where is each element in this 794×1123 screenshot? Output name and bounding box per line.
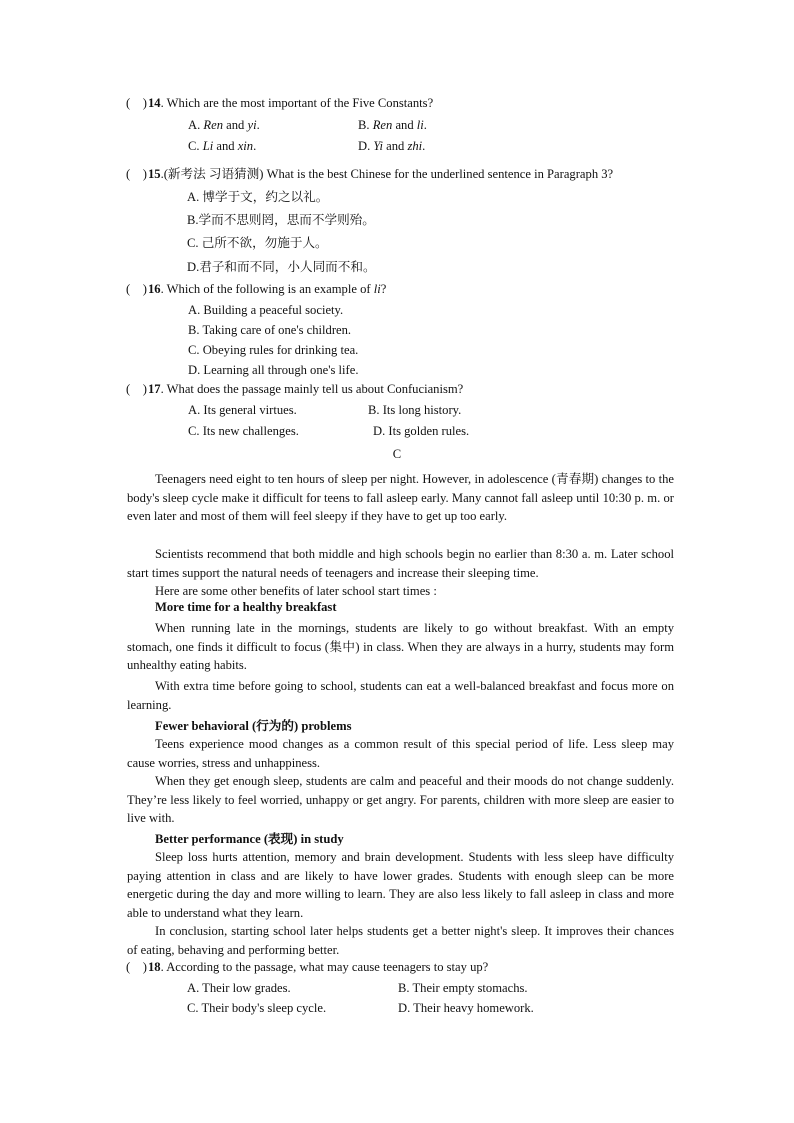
option-a: A. Its general virtues. [188, 403, 297, 417]
passage-paragraph: When running late in the mornings, students are likely to go without breakfast. With an empty stomach, one finds it difficult to focus (集中) in class. When they are always in a hurry, students may form unhealthy eating habits. [127, 621, 674, 673]
question-text: . Which of the following is an example of li? [160, 282, 387, 296]
question-text: . What does the passage mainly tell us about Confucianism? [160, 382, 464, 396]
question-text: .(新考法 习语猜测) What is the best Chinese for the underlined sentence in Paragraph 3? [160, 167, 614, 181]
passage-paragraph: Scientists recommend that both middle and high schools begin no earlier than 8:30 a. m. Later school start times support the natural needs of teenagers and increase their sleeping time. [127, 547, 674, 580]
option-a: A. 博学于文，约之以礼。 [187, 190, 329, 204]
option-a: A. Ren and yi. [188, 118, 260, 132]
passage-paragraph: Sleep loss hurts attention, memory and brain development. Students with less sleep have difficulty paying attention in class and are likely to have lower grades. Students with enough sleep can be more energetic during the day and more willing to learn. They are also less likely to fall asleep in class and more able to understand what they learn. [127, 850, 674, 920]
option-b: B. Their empty stomachs. [398, 981, 528, 995]
question-16 [126, 282, 386, 297]
section-heading: More time for a healthy breakfast [155, 600, 337, 614]
option-d: D. Their heavy homework. [398, 1001, 534, 1015]
answer-blank[interactable]: ( ) [126, 382, 147, 396]
question-number: 16 [148, 282, 161, 296]
passage-paragraph: Teens experience mood changes as a common result of this special period of life. Less sleep may cause worries, stress and unhappiness. [127, 737, 674, 770]
passage-paragraph: When they get enough sleep, students are calm and peaceful and their moods do not change suddenly. They’re less likely to feel worried, unhappy or get angry. For parents, children with more sleep are easier to live with. [127, 774, 674, 826]
question-number: 14 [148, 96, 161, 110]
option-d: D. Its golden rules. [373, 424, 470, 438]
question-number: 18 [148, 960, 161, 974]
question-text: . Which are the most important of the Five Constants? [160, 96, 434, 110]
answer-blank[interactable]: ( ) [126, 96, 147, 110]
option-b: B. Ren and li. [358, 118, 427, 132]
option-c: C. Li and xin. [188, 139, 257, 153]
question-text: . According to the passage, what may cause teenagers to stay up? [160, 960, 489, 974]
question-number: 15 [148, 167, 161, 181]
option-c: C. Its new challenges. [188, 424, 299, 438]
question-17 [126, 382, 463, 397]
answer-blank[interactable]: ( ) [126, 282, 147, 296]
option-d: D.君子和而不同，小人同而不和。 [187, 260, 376, 274]
option-a: A. Their low grades. [187, 981, 291, 995]
question-14 [126, 96, 433, 111]
answer-blank[interactable]: ( ) [126, 167, 147, 181]
option-b: B.学而不思则罔，思而不学则殆。 [187, 213, 375, 227]
option-a: A. Building a peaceful society. [188, 303, 344, 317]
passage-paragraph: With extra time before going to school, students can eat a well-balanced breakfast and focus more on learning. [127, 679, 674, 712]
option-d: D. Yi and zhi. [358, 139, 426, 153]
section-label: C [392, 447, 402, 461]
option-c: C. 己所不欲，勿施于人。 [187, 236, 328, 250]
passage-paragraph: Teenagers need eight to ten hours of sleep per night. However, in adolescence (青春期) changes to the body's sleep cycle make it difficult for teens to fall asleep early. Many cannot fall asleep until 10:30 p. m. or even later and most of them will feel sleepy if they have to get up too early. [127, 472, 674, 524]
option-d: D. Learning all through one's life. [188, 363, 359, 377]
option-c: C. Obeying rules for drinking tea. [188, 343, 359, 357]
option-b: B. Taking care of one's children. [188, 323, 352, 337]
answer-blank[interactable]: ( ) [126, 960, 147, 974]
question-15 [126, 163, 613, 182]
section-heading: Fewer behavioral (行为的) problems [155, 719, 352, 733]
question-number: 17 [148, 382, 161, 396]
option-c: C. Their body's sleep cycle. [187, 1001, 327, 1015]
question-18 [126, 960, 488, 975]
section-heading: Better performance (表现) in study [155, 832, 344, 846]
passage-paragraph: In conclusion, starting school later helps students get a better night's sleep. It improves their chances of eating, behaving and performing better. [127, 924, 674, 957]
passage-paragraph: Here are some other benefits of later school start times : [155, 584, 437, 598]
option-b: B. Its long history. [368, 403, 462, 417]
